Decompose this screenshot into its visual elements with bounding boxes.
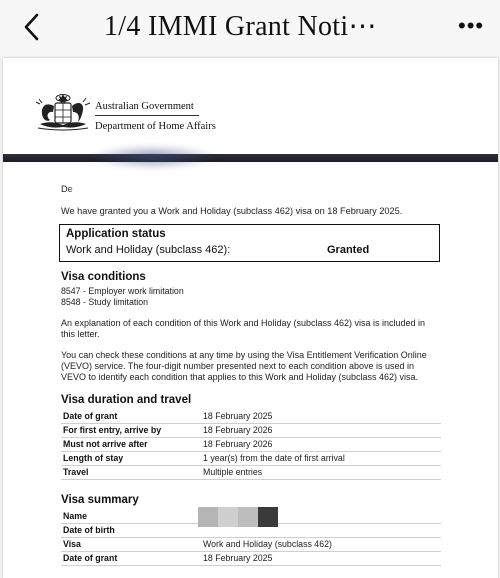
document-title: 1/4 IMMI Grant Noti⋯ xyxy=(104,11,377,42)
condition-item: 8548 - Study limitation xyxy=(61,297,149,307)
row-label: Length of stay xyxy=(63,453,124,463)
row-value: 1 year(s) from the date of first arrival xyxy=(203,453,345,463)
row-label: Date of grant xyxy=(63,553,118,563)
vevo-paragraph: You can check these conditions at any time by using the Visa Entitlement Verification Online (VEVO) service. The four-digit number presented next to each condition above is used in VEVO to identify each condition that applies to this Work and Holiday (subclass 462) visa. xyxy=(61,350,427,382)
status-value: Granted xyxy=(327,244,370,256)
grant-statement: We have granted you a Work and Holiday (subclass 462) visa on 18 February 2025. xyxy=(61,206,403,216)
condition-item: 8547 - Employer work limitation xyxy=(61,286,184,296)
row-value: 18 February 2025 xyxy=(203,411,273,421)
conditions-heading: Visa conditions xyxy=(61,271,146,283)
redaction-blur xyxy=(88,144,218,170)
letter-page xyxy=(3,58,498,578)
status-heading: Application status xyxy=(66,228,166,240)
table-row xyxy=(61,423,441,438)
summary-heading: Visa summary xyxy=(61,494,139,506)
row-label: Date of grant xyxy=(63,411,118,421)
salutation: De xyxy=(61,184,73,194)
table-row xyxy=(61,409,441,424)
row-label: Name xyxy=(63,511,87,521)
table-row xyxy=(61,437,441,452)
department-name: Department of Home Affairs xyxy=(95,121,216,132)
row-label: Must not arrive after xyxy=(63,439,148,449)
government-name: Australian Government xyxy=(95,101,194,112)
row-label: For first entry, arrive by xyxy=(63,425,162,435)
pixelated-redaction xyxy=(198,507,280,527)
row-value: 18 February 2026 xyxy=(203,439,273,449)
redaction-blur xyxy=(73,182,128,194)
status-visa-label: Work and Holiday (subclass 462): xyxy=(66,244,231,256)
chevron-left-icon[interactable] xyxy=(20,12,46,42)
table-row xyxy=(61,465,441,480)
more-options-button[interactable]: ••• xyxy=(458,13,485,38)
row-label: Visa xyxy=(63,539,81,549)
row-value: 18 February 2025 xyxy=(203,553,273,563)
header-band xyxy=(3,154,498,162)
row-value: Work and Holiday (subclass 462) xyxy=(203,539,332,549)
duration-heading: Visa duration and travel xyxy=(61,394,192,406)
row-value: 18 February 2026 xyxy=(203,425,273,435)
row-value: Multiple entries xyxy=(203,467,263,477)
top-navigation-bar xyxy=(0,0,500,56)
application-status-box xyxy=(59,224,440,262)
row-label: Date of birth xyxy=(63,525,115,535)
table-row xyxy=(61,551,441,566)
row-label: Travel xyxy=(63,467,89,477)
letterhead-divider xyxy=(95,115,199,116)
conditions-explanation: An explanation of each condition of this Work and Holiday (subclass 462) visa is included in this letter. xyxy=(61,318,426,339)
coat-of-arms-logo xyxy=(34,90,92,136)
table-row xyxy=(61,537,441,552)
table-row xyxy=(61,451,441,466)
